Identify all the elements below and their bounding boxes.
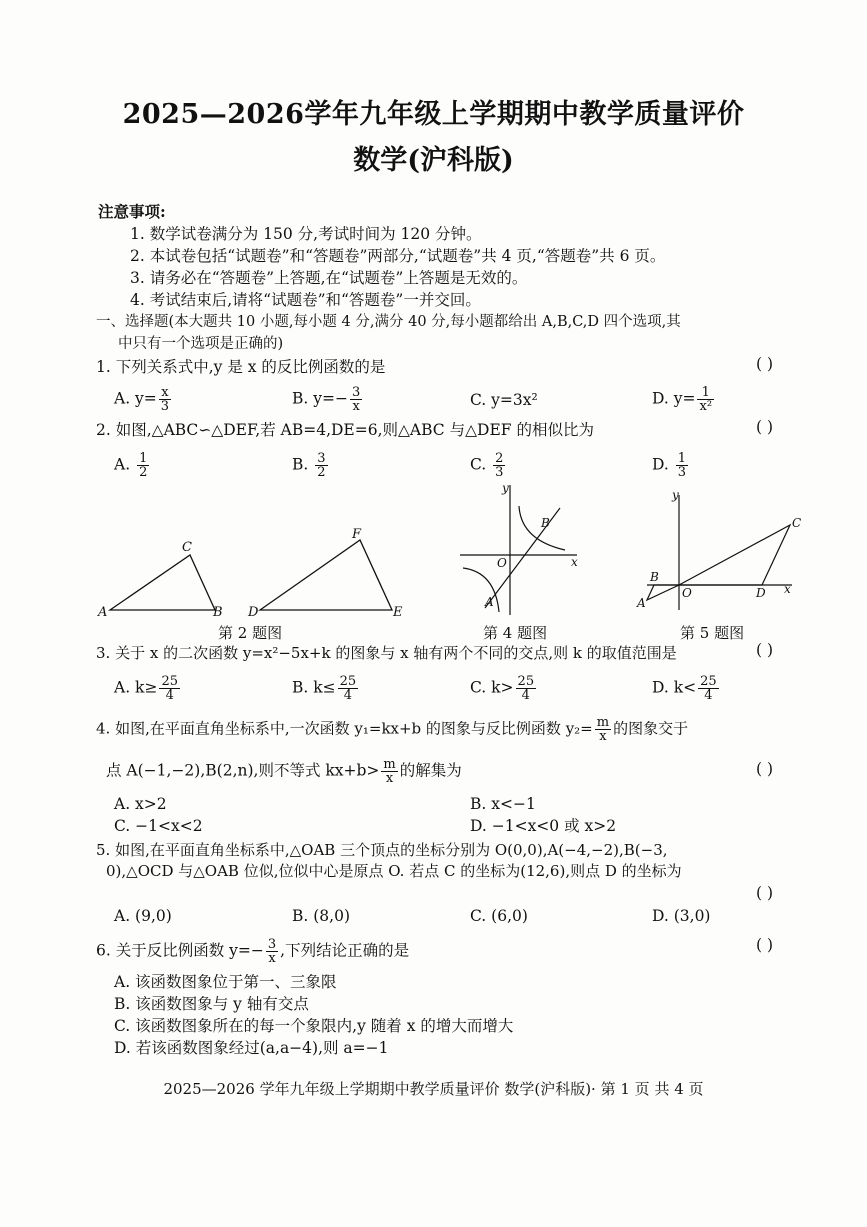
notice-item: 4. 考试结束后,请将“试题卷”和“答题卷”一并交回。 bbox=[130, 291, 481, 309]
question-4-stem: 4. 如图,在平面直角坐标系中,一次函数 y₁=kx+b 的图象与反比例函数 y₂= $\frac{m}{x}$ 的图象交于 bbox=[96, 715, 689, 744]
q2-option-a[interactable]: A. $\frac{1}{2}$ bbox=[114, 451, 148, 480]
question-2-stem: 2. 如图,△ABC∽△DEF,若 AB=4,DE=6,则△ABC 与△DEF 的相似比为 bbox=[96, 421, 594, 439]
label-y: y bbox=[502, 481, 509, 495]
q4-option-a[interactable]: A. x>2 bbox=[114, 795, 167, 813]
notice-item: 3. 请务必在“答题卷”上答题,在“试题卷”上答题是无效的。 bbox=[130, 269, 528, 287]
label-b: B bbox=[541, 516, 550, 530]
label-c: C bbox=[792, 516, 802, 530]
question-6-stem: 6. 关于反比例函数 y=− $\frac{3}{x}$ ,下列结论正确的是 bbox=[96, 937, 410, 966]
triangle-abc bbox=[110, 555, 215, 610]
q5-option-c[interactable]: C. (6,0) bbox=[470, 907, 528, 925]
label-o: O bbox=[497, 556, 507, 570]
q3-option-a[interactable]: A. k≥ $\frac{25}{4}$ bbox=[114, 674, 178, 703]
question-5-stem: 5. 如图,在平面直角坐标系中,△OAB 三个顶点的坐标分别为 O(0,0),A(−4,−2),B(−3, bbox=[96, 841, 668, 859]
page-title: 2025—2026学年九年级上学期期中教学质量评价 bbox=[122, 99, 745, 130]
answer-paren: ( ) bbox=[756, 355, 774, 373]
q5-option-d[interactable]: D. (3,0) bbox=[652, 907, 711, 925]
notice-item: 2. 本试卷包括“试题卷”和“答题卷”两部分,“试题卷”共 4 页,“答题卷”共 6 页。 bbox=[130, 247, 666, 265]
label-x: x bbox=[571, 555, 578, 569]
notice-heading: 注意事项: bbox=[98, 202, 166, 221]
label-b: B bbox=[213, 605, 223, 620]
figure-5-caption: 第 5 题图 bbox=[680, 624, 745, 642]
answer-paren: ( ) bbox=[756, 760, 774, 778]
answer-paren: ( ) bbox=[756, 884, 774, 902]
answer-paren: ( ) bbox=[756, 418, 774, 436]
q6-option-a[interactable]: A. 该函数图象位于第一、三象限 bbox=[114, 973, 337, 991]
figure-2-caption: 第 2 题图 bbox=[218, 624, 283, 642]
page-footer: 2025—2026 学年九年级上学期期中教学质量评价 数学(沪科版)· 第 1 页 共 4 页 bbox=[163, 1080, 704, 1098]
label-f: F bbox=[352, 527, 362, 542]
q6-option-b[interactable]: B. 该函数图象与 y 轴有交点 bbox=[114, 995, 309, 1013]
answer-paren: ( ) bbox=[756, 641, 774, 659]
page-subtitle: 数学(沪科版) bbox=[353, 145, 514, 176]
label-b: B bbox=[650, 570, 659, 584]
question-4-stem-cont: 点 A(−1,−2),B(2,n),则不等式 kx+b> $\frac{m}{x}$ 的解集为 bbox=[106, 757, 462, 786]
q4-option-d[interactable]: D. −1<x<0 或 x>2 bbox=[470, 817, 617, 835]
question-3-stem: 3. 关于 x 的二次函数 y=x²−5x+k 的图象与 x 轴有两个不同的交点,则 k 的取值范围是 bbox=[96, 644, 677, 662]
label-c: C bbox=[182, 540, 192, 555]
label-d: D bbox=[756, 586, 766, 600]
figure-5-graph bbox=[632, 485, 812, 620]
label-x: x bbox=[784, 582, 791, 596]
q2-option-b[interactable]: B. $\frac{3}{2}$ bbox=[292, 451, 326, 480]
section-heading-cont: 中只有一个选项是正确的) bbox=[118, 336, 284, 352]
q6-option-d[interactable]: D. 若该函数图象经过(a,a−4),则 a=−1 bbox=[114, 1039, 389, 1057]
q4-option-b[interactable]: B. x<−1 bbox=[470, 795, 536, 813]
figure-4-caption: 第 4 题图 bbox=[483, 624, 548, 642]
label-a: A bbox=[637, 596, 646, 610]
triangle-oab bbox=[647, 585, 679, 600]
figure-4-graph bbox=[455, 480, 585, 620]
q4-option-c[interactable]: C. −1<x<2 bbox=[114, 817, 203, 835]
q3-option-b[interactable]: B. k≤ $\frac{25}{4}$ bbox=[292, 674, 357, 703]
q5-option-b[interactable]: B. (8,0) bbox=[292, 907, 350, 925]
section-heading: 一、选择题(本大题共 10 小题,每小题 4 分,满分 40 分,每小题都给出 A,B,C,D 四个选项,其 bbox=[96, 314, 681, 330]
q6-option-c[interactable]: C. 该函数图象所在的每一个象限内,y 随着 x 的增大而增大 bbox=[114, 1017, 514, 1035]
q1-option-b[interactable]: B. y=− $\frac{3}{x}$ bbox=[292, 385, 361, 414]
notice-item: 1. 数学试卷满分为 150 分,考试时间为 120 分钟。 bbox=[130, 225, 482, 243]
label-y: y bbox=[672, 488, 679, 502]
q1-option-c[interactable]: C. y=3x² bbox=[470, 391, 538, 409]
question-5-stem-cont: 0),△OCD 与△OAB 位似,位似中心是原点 O. 若点 C 的坐标为(12,6),则点 D 的坐标为 bbox=[106, 862, 682, 880]
label-d: D bbox=[248, 605, 259, 620]
triangle-ocd bbox=[679, 525, 790, 585]
triangle-def bbox=[260, 540, 392, 610]
label-o: O bbox=[682, 586, 692, 600]
answer-paren: ( ) bbox=[756, 936, 774, 954]
label-e: E bbox=[393, 605, 403, 620]
q3-option-c[interactable]: C. k> $\frac{25}{4}$ bbox=[470, 674, 535, 703]
q2-option-c[interactable]: C. $\frac{2}{3}$ bbox=[470, 451, 504, 480]
question-1-stem: 1. 下列关系式中,y 是 x 的反比例函数的是 bbox=[96, 358, 386, 376]
q3-option-d[interactable]: D. k< $\frac{25}{4}$ bbox=[652, 674, 717, 703]
figure-2-triangles bbox=[95, 525, 415, 625]
label-a: A bbox=[98, 605, 108, 620]
q2-option-d[interactable]: D. $\frac{1}{3}$ bbox=[652, 451, 687, 480]
q1-option-d[interactable]: D. y= $\frac{1}{\text{x²}}$ bbox=[652, 385, 713, 414]
label-a: A bbox=[485, 595, 494, 609]
q1-option-a[interactable]: A. y= $\frac{x}{3}$ bbox=[114, 385, 170, 414]
q5-option-a[interactable]: A. (9,0) bbox=[114, 907, 172, 925]
